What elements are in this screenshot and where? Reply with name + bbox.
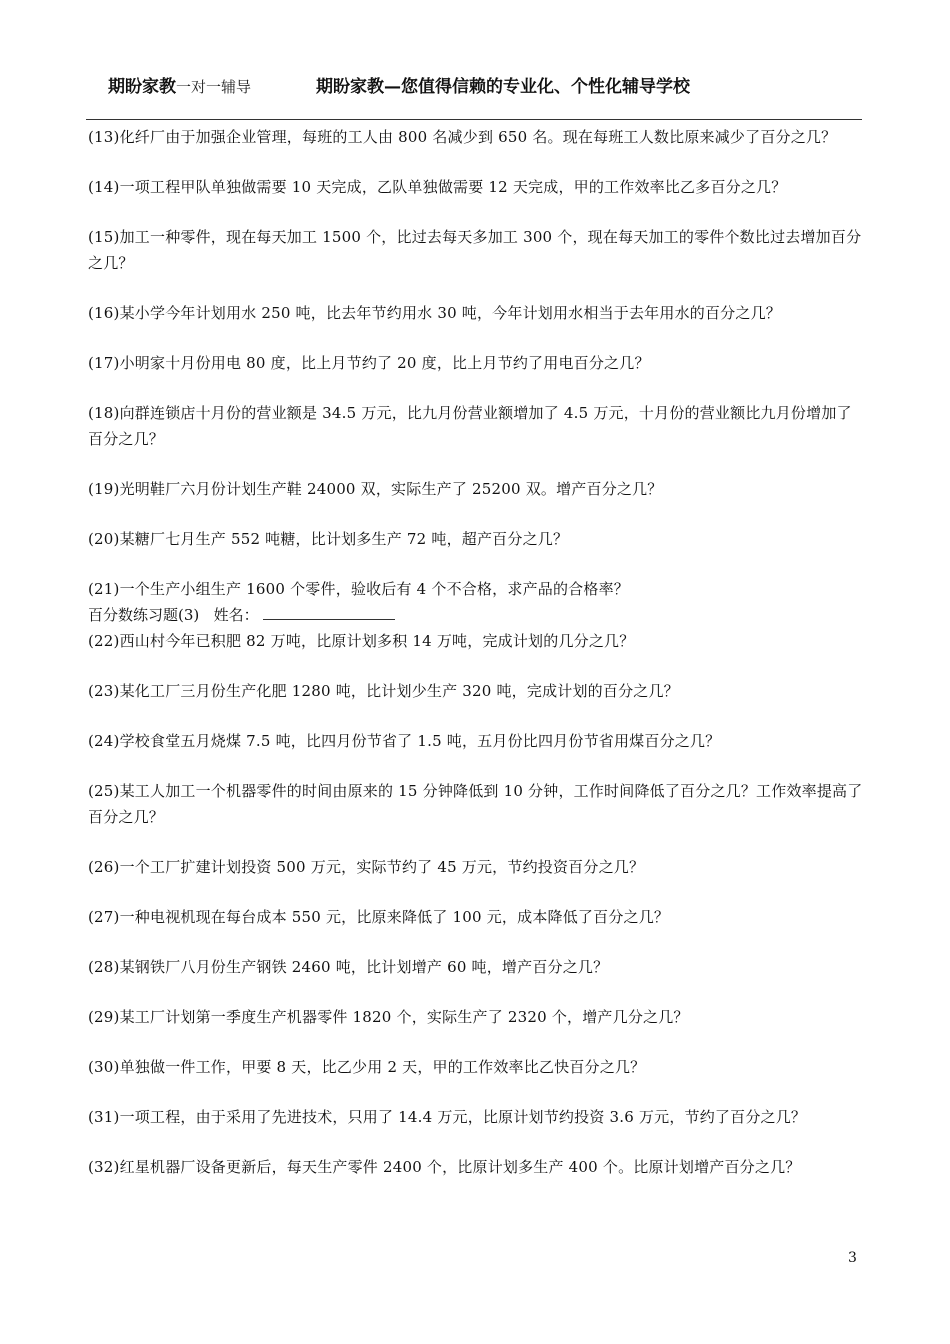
question-25: (25)某工人加工一个机器零件的时间由原来的 15 分钟降低到 10 分钟，工作时间降低了百分之几？工作效率提高了百分之几？	[88, 782, 863, 826]
question-19: (19)光明鞋厂六月份计划生产鞋 24000 双，实际生产了 25200 双。增产百分之几？	[88, 480, 663, 498]
name-label: 姓名：	[213, 606, 259, 624]
question-24: (24)学校食堂五月烧煤 7.5 吨，比四月份节省了 1.5 吨，五月份比四月份节省用煤百分之几？	[88, 732, 721, 750]
page-header	[108, 72, 860, 98]
question-18: (18)向群连锁店十月份的营业额是 34.5 万元，比九月份营业额增加了 4.5 万元，十月份的营业额比九月份增加了百分之几？	[88, 404, 852, 448]
section-heading	[88, 602, 864, 628]
question-29: (29)某工厂计划第一季度生产机器零件 1820 个，实际生产了 2320 个，增产几分之几？	[88, 1008, 689, 1026]
page-number: 3	[848, 1250, 857, 1266]
question-32: (32)红星机器厂设备更新后，每天生产零件 2400 个，比原计划多生产 400 个。比原计划增产百分之几？	[88, 1158, 801, 1176]
name-blank-line	[263, 605, 395, 620]
header-brand-tagline: 一对一辅导	[176, 78, 252, 96]
question-20: (20)某糖厂七月生产 552 吨糖，比计划多生产 72 吨，超产百分之几？	[88, 530, 569, 548]
question-16: (16)某小学今年计划用水 250 吨，比去年节约用水 30 吨，今年计划用水相当于去年用水的百分之几？	[88, 304, 781, 322]
question-27: (27)一种电视机现在每台成本 550 元，比原来降低了 100 元，成本降低了百分之几？	[88, 908, 670, 926]
question-31: (31)一项工程，由于采用了先进技术，只用了 14.4 万元，比原计划节约投资 3.6 万元，节约了百分之几？	[88, 1108, 807, 1126]
header-brand-name: 期盼家教	[108, 77, 176, 97]
section-title: 百分数练习题(3)	[88, 606, 200, 624]
question-21: (21)一个生产小组生产 1600 个零件，验收后有 4 个不合格，求产品的合格率？	[88, 580, 629, 598]
question-14: (14)一项工程甲队单独做需要 10 天完成，乙队单独做需要 12 天完成，甲的工作效率比乙多百分之几？	[88, 178, 787, 196]
header-brand-left	[108, 72, 251, 97]
question-26: (26)一个工厂扩建计划投资 500 万元，实际节约了 45 万元，节约投资百分之几？	[88, 858, 645, 876]
question-30: (30)单独做一件工作，甲要 8 天，比乙少用 2 天，甲的工作效率比乙快百分之几？	[88, 1058, 646, 1076]
question-23: (23)某化工厂三月份生产化肥 1280 吨，比计划少生产 320 吨，完成计划的百分之几？	[88, 682, 679, 700]
header-slogan: 期盼家教—您值得信赖的专业化、个性化辅导学校	[316, 77, 690, 97]
question-17: (17)小明家十月份用电 80 度，比上月节约了 20 度，比上月节约了用电百分之几？	[88, 354, 650, 372]
question-15: (15)加工一种零件，现在每天加工 1500 个，比过去每天多加工 300 个，现在每天加工的零件个数比过去增加百分之几？	[88, 228, 862, 272]
header-divider	[86, 119, 862, 120]
worksheet-body	[88, 124, 864, 1180]
question-22: (22)西山村今年已积肥 82 万吨，比原计划多积 14 万吨，完成计划的几分之几？	[88, 632, 635, 650]
question-28: (28)某钢铁厂八月份生产钢铁 2460 吨，比计划增产 60 吨，增产百分之几？	[88, 958, 609, 976]
question-13: (13)化纤厂由于加强企业管理，每班的工人由 800 名减少到 650 名。现在每班工人数比原来减少了百分之几？	[88, 128, 837, 146]
